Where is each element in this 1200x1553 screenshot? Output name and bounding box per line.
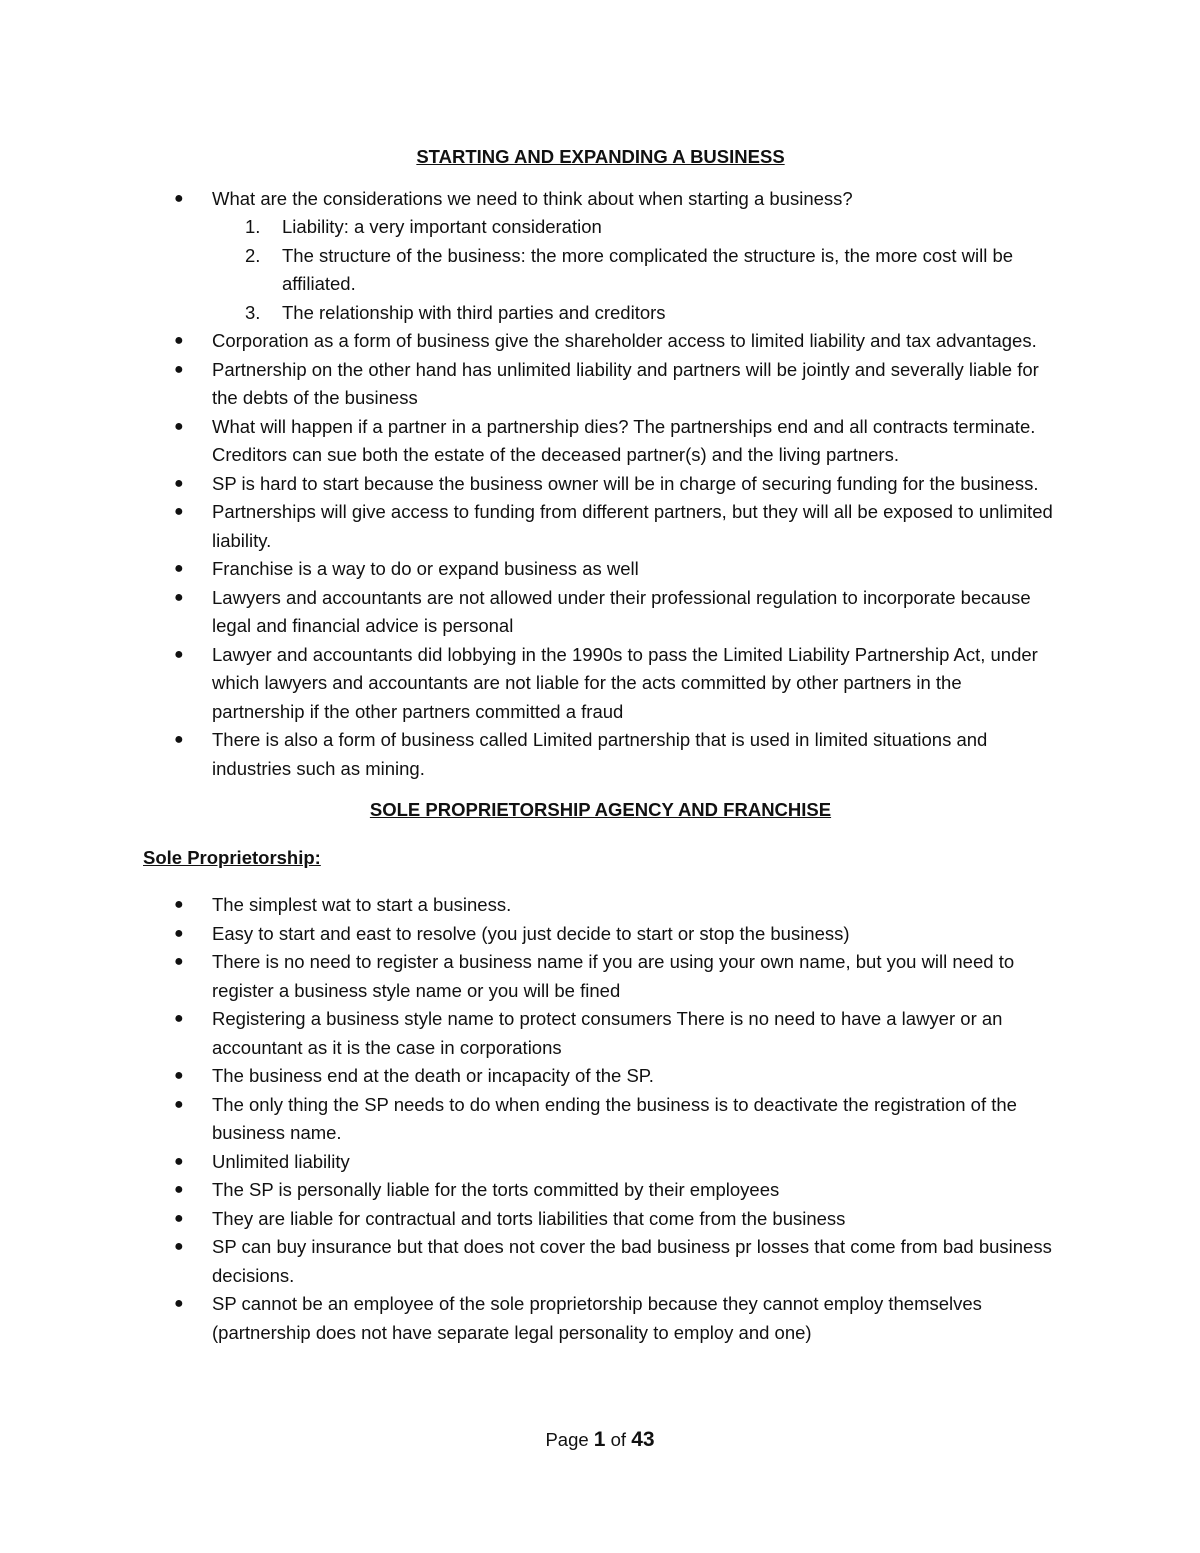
list-item <box>143 356 1058 413</box>
list-item-text: They are liable for contractual and torts liabilities that come from the business <box>212 1207 846 1229</box>
list-item <box>143 470 1058 499</box>
list-item <box>143 1205 1058 1234</box>
list-item <box>143 948 1058 1005</box>
list-item <box>143 920 1058 949</box>
list-item <box>143 1062 1058 1091</box>
list-item-text: The business end at the death or incapacity of the SP. <box>212 1065 654 1086</box>
list-item <box>143 498 1058 555</box>
list-item <box>143 641 1058 727</box>
list-item <box>143 185 1058 214</box>
bullet-icon: ● <box>174 1067 184 1084</box>
numbered-item-text: The relationship with third parties and creditors <box>282 301 666 323</box>
list-item-text: What will happen if a partner in a partnership dies? The partnerships end and all contracts terminate. Creditors can sue both the estate of the deceased partner(s) and the living partners. <box>212 415 1036 465</box>
item-number: 3. <box>245 301 261 323</box>
bullet-icon: ● <box>174 1209 184 1227</box>
list-item-text: Corporation as a form of business give the shareholder access to limited liability and tax advantages. <box>212 330 1037 351</box>
bullet-icon: ● <box>174 560 184 577</box>
list-item-text: Lawyers and accountants are not allowed under their professional regulation to incorporate because legal and financial advice is personal <box>212 586 1031 636</box>
bullet-icon: ● <box>174 474 184 492</box>
list-item-text: Easy to start and east to resolve (you just decide to start or stop the business) <box>212 922 850 944</box>
document-title: STARTING AND EXPANDING A BUSINESS <box>416 146 785 167</box>
list-item-text: SP can buy insurance but that does not cover the bad business pr losses that come from bad business decisions. <box>212 1236 1052 1286</box>
considerations-list <box>143 185 1058 214</box>
bullet-icon: ● <box>174 1095 184 1113</box>
list-item-text: Unlimited liability <box>212 1150 350 1172</box>
list-item-text: Partnership on the other hand has unlimited liability and partners will be jointly and severally liable for the debts of the business <box>212 358 1039 408</box>
of-label: of <box>610 1429 627 1450</box>
list-item <box>143 1176 1058 1205</box>
bullet-icon: ● <box>174 645 184 663</box>
bullet-icon: ● <box>174 731 184 748</box>
bullet-icon: ● <box>174 953 184 970</box>
numbered-item-text: Liability: a very important consideration <box>282 216 602 237</box>
numbered-item <box>143 299 1058 328</box>
bullet-icon: ● <box>174 360 184 378</box>
section-title: SOLE PROPRIETORSHIP AGENCY AND FRANCHISE <box>369 799 832 820</box>
bullet-icon: ● <box>174 924 184 942</box>
bullet-icon: ● <box>174 896 184 913</box>
list-item <box>143 327 1058 356</box>
list-item-text: Lawyer and accountants did lobbying in the 1990s to pass the Limited Liability Partnership Act, under which lawyers and accountants are not liable for the acts committed by other partners in the partnership if the other partners committed a fraud <box>212 643 1038 722</box>
list-item-text: SP is hard to start because the business owner will be in charge of securing funding for the business. <box>212 472 1039 494</box>
sole-proprietorship-list <box>143 891 1058 1347</box>
numbered-item <box>143 213 1058 242</box>
section1-bullet-list <box>143 327 1058 783</box>
item-number: 2. <box>245 244 261 266</box>
bullet-icon: ● <box>174 1152 184 1170</box>
bullet-icon: ● <box>174 503 184 520</box>
list-item <box>143 584 1058 641</box>
list-item <box>143 1290 1058 1347</box>
list-item-text: Registering a business style name to protect consumers There is no need to have a lawyer or an accountant as it is the case in corporations <box>212 1008 1003 1058</box>
list-item <box>143 413 1058 470</box>
bullet-icon: ● <box>174 1295 184 1312</box>
list-item <box>143 1233 1058 1290</box>
page-footer <box>0 1428 1200 1452</box>
bullet-icon: ● <box>174 1181 184 1198</box>
list-item <box>143 1005 1058 1062</box>
list-item <box>143 1091 1058 1148</box>
list-item-text: The SP is personally liable for the torts committed by their employees <box>212 1179 780 1200</box>
bullet-icon: ● <box>174 332 184 349</box>
total-page-count: 43 <box>631 1428 655 1451</box>
list-item-text: Partnerships will give access to funding from different partners, but they will all be exposed to unlimited liability. <box>212 501 1053 551</box>
subsection-heading: Sole Proprietorship: <box>143 846 321 868</box>
list-item-text: There is no need to register a business name if you are using your own name, but you will need to register a business style name or you will be fined <box>212 951 1015 1001</box>
bullet-icon: ● <box>174 189 184 207</box>
list-item <box>143 555 1058 584</box>
list-item <box>143 1148 1058 1177</box>
bullet-icon: ● <box>174 1010 184 1027</box>
current-page-number: 1 <box>593 1428 606 1451</box>
page-label: Page <box>545 1429 589 1450</box>
list-item-text: The only thing the SP needs to do when ending the business is to deactivate the registration of the business name. <box>212 1093 1017 1143</box>
list-item-text: The simplest wat to start a business. <box>212 894 512 915</box>
numbered-considerations <box>143 213 1058 327</box>
list-item <box>143 726 1058 783</box>
bullet-icon: ● <box>174 417 184 435</box>
list-item-text: There is also a form of business called Limited partnership that is used in limited situations and industries such as mining. <box>212 729 988 779</box>
list-item-text: SP cannot be an employee of the sole proprietorship because they cannot employ themselves (partnership does not have separate legal personality to employ and one) <box>212 1293 982 1343</box>
list-item-text: Franchise is a way to do or expand business as well <box>212 558 639 579</box>
list-item-text: What are the considerations we need to think about when starting a business? <box>212 187 853 209</box>
numbered-item <box>143 242 1058 299</box>
bullet-icon: ● <box>174 588 184 606</box>
item-number: 1. <box>245 216 261 237</box>
list-item <box>143 891 1058 920</box>
document-body <box>143 140 1058 1347</box>
numbered-item-text: The structure of the business: the more complicated the structure is, the more cost will be affiliated. <box>282 244 1014 294</box>
bullet-icon: ● <box>174 1238 184 1255</box>
